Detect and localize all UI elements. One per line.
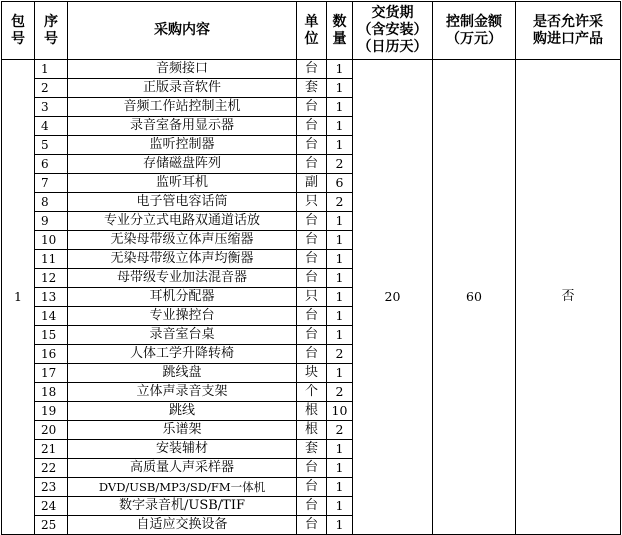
quantity-cell: 1 [327, 250, 353, 269]
unit-cell: 套 [297, 440, 327, 459]
quantity-cell: 1 [327, 288, 353, 307]
item-name-cell: 监听控制器 [68, 136, 297, 155]
header-allow-import: 是否允许采 购进口产品 [516, 2, 621, 60]
item-name-cell: 人体工学升降转椅 [68, 345, 297, 364]
header-delivery: 交货期 （含安装） （日历天） [353, 2, 433, 60]
row-number-cell: 6 [35, 155, 68, 174]
item-name-cell: 乐谱架 [68, 421, 297, 440]
unit-cell: 台 [297, 269, 327, 288]
row-number-cell: 7 [35, 174, 68, 193]
quantity-cell: 1 [327, 231, 353, 250]
item-name-cell: 录音室台桌 [68, 326, 297, 345]
unit-cell: 副 [297, 174, 327, 193]
quantity-cell: 1 [327, 440, 353, 459]
item-name-cell: 数字录音机/USB/TIF [68, 497, 297, 516]
unit-cell: 台 [297, 307, 327, 326]
item-name-cell: 无染母带级立体声均衡器 [68, 250, 297, 269]
delivery-days-cell: 20 [353, 60, 433, 535]
item-name-cell: 安装辅材 [68, 440, 297, 459]
unit-cell: 台 [297, 326, 327, 345]
row-number-cell: 20 [35, 421, 68, 440]
quantity-cell: 1 [327, 326, 353, 345]
quantity-cell: 1 [327, 79, 353, 98]
row-number-cell: 9 [35, 212, 68, 231]
unit-cell: 台 [297, 345, 327, 364]
row-number-cell: 15 [35, 326, 68, 345]
quantity-cell: 1 [327, 269, 353, 288]
unit-cell: 台 [297, 478, 327, 497]
row-number-cell: 14 [35, 307, 68, 326]
row-number-cell: 18 [35, 383, 68, 402]
allow-import-cell: 否 [516, 60, 621, 535]
unit-cell: 台 [297, 136, 327, 155]
unit-cell: 台 [297, 459, 327, 478]
row-number-cell: 1 [35, 60, 68, 79]
quantity-cell: 1 [327, 117, 353, 136]
item-name-cell: 存储磁盘阵列 [68, 155, 297, 174]
header-content: 采购内容 [68, 2, 297, 60]
item-name-cell: 跳线 [68, 402, 297, 421]
item-name-cell: 录音室备用显示器 [68, 117, 297, 136]
quantity-cell: 1 [327, 212, 353, 231]
control-amount-cell: 60 [433, 60, 516, 535]
unit-cell: 台 [297, 117, 327, 136]
quantity-cell: 2 [327, 155, 353, 174]
header-qty: 数 量 [327, 2, 353, 60]
header-row [2, 2, 621, 60]
table-row [2, 60, 621, 79]
row-number-cell: 13 [35, 288, 68, 307]
row-number-cell: 17 [35, 364, 68, 383]
item-name-cell: 专业分立式电路双通道话放 [68, 212, 297, 231]
item-name-cell: 母带级专业加法混音器 [68, 269, 297, 288]
item-name-cell: 高质量人声采样器 [68, 459, 297, 478]
row-number-cell: 2 [35, 79, 68, 98]
row-number-cell: 11 [35, 250, 68, 269]
quantity-cell: 2 [327, 421, 353, 440]
table-body [2, 60, 621, 535]
row-number-cell: 24 [35, 497, 68, 516]
item-name-cell: 立体声录音支架 [68, 383, 297, 402]
row-number-cell: 21 [35, 440, 68, 459]
quantity-cell: 1 [327, 478, 353, 497]
quantity-cell: 1 [327, 136, 353, 155]
quantity-cell: 2 [327, 193, 353, 212]
procurement-table [1, 1, 621, 535]
quantity-cell: 2 [327, 345, 353, 364]
quantity-cell: 1 [327, 364, 353, 383]
row-number-cell: 23 [35, 478, 68, 497]
unit-cell: 台 [297, 60, 327, 79]
row-number-cell: 19 [35, 402, 68, 421]
item-name-cell: 正版录音软件 [68, 79, 297, 98]
unit-cell: 块 [297, 364, 327, 383]
unit-cell: 台 [297, 98, 327, 117]
unit-cell: 个 [297, 383, 327, 402]
package-number-cell: 1 [2, 60, 35, 535]
quantity-cell: 1 [327, 459, 353, 478]
header-seq-no: 序 号 [35, 2, 68, 60]
item-name-cell: 监听耳机 [68, 174, 297, 193]
unit-cell: 台 [297, 497, 327, 516]
quantity-cell: 2 [327, 383, 353, 402]
quantity-cell: 1 [327, 307, 353, 326]
header-amount: 控制金额 （万元） [433, 2, 516, 60]
row-number-cell: 22 [35, 459, 68, 478]
unit-cell: 台 [297, 231, 327, 250]
unit-cell: 根 [297, 421, 327, 440]
row-number-cell: 25 [35, 516, 68, 535]
item-name-cell: DVD/USB/MP3/SD/FM一体机 [68, 478, 297, 497]
row-number-cell: 16 [35, 345, 68, 364]
item-name-cell: 专业操控台 [68, 307, 297, 326]
item-name-cell: 跳线盘 [68, 364, 297, 383]
unit-cell: 套 [297, 79, 327, 98]
unit-cell: 台 [297, 212, 327, 231]
unit-cell: 只 [297, 288, 327, 307]
item-name-cell: 无染母带级立体声压缩器 [68, 231, 297, 250]
header-unit: 单 位 [297, 2, 327, 60]
unit-cell: 根 [297, 402, 327, 421]
item-name-cell: 自适应交换设备 [68, 516, 297, 535]
row-number-cell: 10 [35, 231, 68, 250]
quantity-cell: 1 [327, 497, 353, 516]
item-name-cell: 音频工作站控制主机 [68, 98, 297, 117]
item-name-cell: 音频接口 [68, 60, 297, 79]
unit-cell: 台 [297, 250, 327, 269]
unit-cell: 只 [297, 193, 327, 212]
quantity-cell: 1 [327, 516, 353, 535]
item-name-cell: 耳机分配器 [68, 288, 297, 307]
unit-cell: 台 [297, 155, 327, 174]
unit-cell: 台 [297, 516, 327, 535]
quantity-cell: 1 [327, 98, 353, 117]
row-number-cell: 4 [35, 117, 68, 136]
item-name-cell: 电子管电容话筒 [68, 193, 297, 212]
row-number-cell: 3 [35, 98, 68, 117]
row-number-cell: 5 [35, 136, 68, 155]
row-number-cell: 8 [35, 193, 68, 212]
header-package-no: 包 号 [2, 2, 35, 60]
quantity-cell: 10 [327, 402, 353, 421]
quantity-cell: 1 [327, 60, 353, 79]
quantity-cell: 6 [327, 174, 353, 193]
row-number-cell: 12 [35, 269, 68, 288]
